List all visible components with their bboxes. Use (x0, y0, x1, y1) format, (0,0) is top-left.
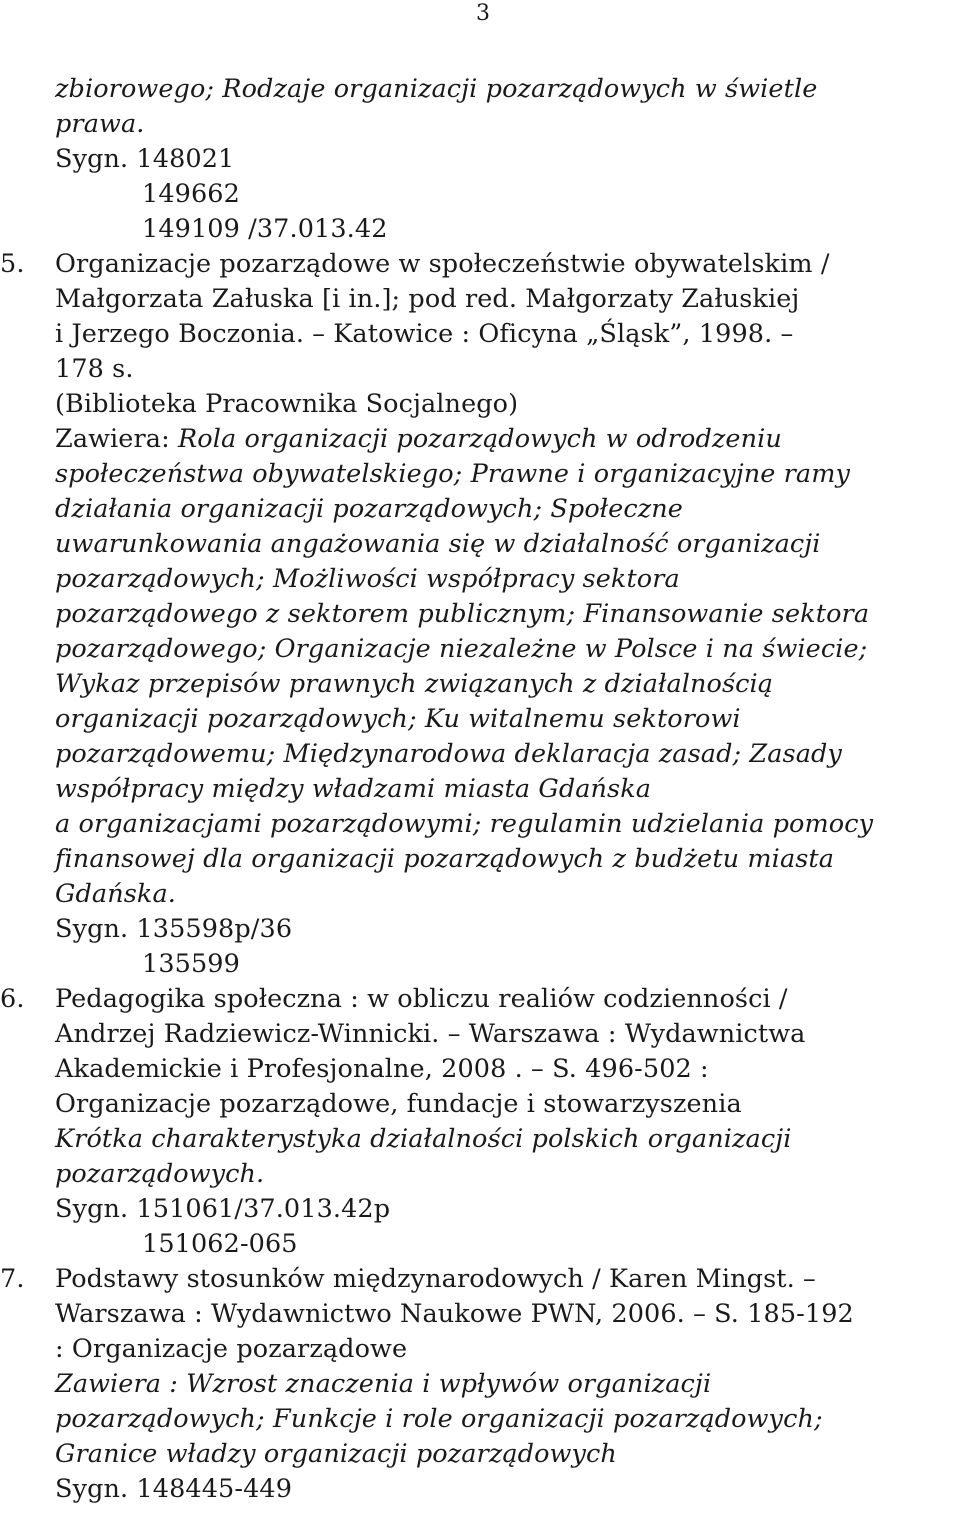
item-6-title-line: Pedagogika społeczna : w obliczu realiów codzienności / (55, 984, 788, 1014)
item-5-contents-line: uwarunkowania angażowania się w działalność organizacji (55, 529, 821, 559)
item-6-call-number: 151062-065 (142, 1229, 298, 1259)
item-5-contents-line: działania organizacji pozarządowych; Społeczne (55, 494, 683, 524)
item-6-contents-line: pozarządowych. (55, 1159, 265, 1189)
contents-text: Rola organizacji pozarządowych w odrodzeniu (177, 424, 782, 454)
item-7-number: 7. (0, 1264, 25, 1294)
item-5-title-line: i Jerzego Boczonia. – Katowice : Oficyna „Śląsk”, 1998. – (55, 319, 794, 349)
item-6-title-line: Organizacje pozarządowe, fundacje i stowarzyszenia (55, 1089, 742, 1119)
item-4-contents-line: prawa. (55, 109, 145, 139)
item-5-title-line: 178 s. (55, 354, 134, 384)
item-7-contents-line: Granice władzy organizacji pozarządowych (55, 1439, 617, 1469)
item-7-contents-line: Zawiera : Wzrost znaczenia i wpływów organizacji (55, 1369, 712, 1399)
item-5-contents-line: współpracy między władzami miasta Gdańska (55, 774, 652, 804)
item-5-contents-line: pozarządowego; Organizacje niezależne w Polsce i na świecie; (55, 634, 868, 664)
item-5-title-line: Organizacje pozarządowe w społeczeństwie obywatelskim / (55, 249, 830, 279)
item-5-contents-line: społeczeństwa obywatelskiego; Prawne i organizacyjne ramy (55, 459, 851, 489)
item-5-number: 5. (0, 249, 25, 279)
item-4-call-number: Sygn. 148021 (55, 144, 235, 174)
item-5-contents-line: finansowej dla organizacji pozarządowych z budżetu miasta (55, 844, 835, 874)
item-7-title-line: : Organizacje pozarządowe (55, 1334, 408, 1364)
item-4-call-number: 149109 /37.013.42 (142, 214, 388, 244)
item-7-contents-line: pozarządowych; Funkcje i role organizacji pozarządowych; (55, 1404, 823, 1434)
item-5-call-number: Sygn. 135598p/36 (55, 914, 293, 944)
item-7-title-line: Warszawa : Wydawnictwo Naukowe PWN, 2006. – S. 185-192 (55, 1299, 854, 1329)
item-4-contents-line: zbiorowego; Rodzaje organizacji pozarządowych w świetle (55, 74, 818, 104)
item-7-call-number: Sygn. 148445-449 (55, 1474, 293, 1504)
item-5-contents-line: Wykaz przepisów prawnych związanych z działalnością (55, 669, 774, 699)
item-6-call-number: Sygn. 151061/37.013.42p (55, 1194, 391, 1224)
item-4-call-number: 149662 (142, 179, 240, 209)
item-6-title-line: Akademickie i Profesjonalne, 2008 . – S. 496-502 : (55, 1054, 709, 1084)
item-5-contents-line: Gdańska. (55, 879, 176, 909)
item-5-title-line: Małgorzata Załuska [i in.]; pod red. Małgorzaty Załuskiej (55, 284, 800, 314)
item-5-series: (Biblioteka Pracownika Socjalnego) (55, 389, 519, 419)
item-5-contents-line: organizacji pozarządowych; Ku witalnemu sektorowi (55, 704, 741, 734)
item-6-number: 6. (0, 984, 25, 1014)
item-5-contents-line: pozarządowego z sektorem publicznym; Finansowanie sektora (55, 599, 870, 629)
item-5-contents-line: a organizacjami pozarządowymi; regulamin udzielania pomocy (55, 809, 874, 839)
item-6-title-line: Andrzej Radziewicz-Winnicki. – Warszawa : Wydawnictwa (55, 1019, 806, 1049)
item-5-contents-line: pozarządowemu; Międzynarodowa deklaracja zasad; Zasady (55, 739, 842, 769)
item-7-title-line: Podstawy stosunków międzynarodowych / Karen Mingst. – (55, 1264, 816, 1294)
item-5-call-number: 135599 (142, 949, 240, 979)
item-6-contents-line: Krótka charakterystyka działalności polskich organizacji (55, 1124, 792, 1154)
item-5-contents-line (55, 424, 782, 454)
page-number: 3 (476, 1, 490, 26)
item-5-contents-line: pozarządowych; Możliwości współpracy sektora (55, 564, 680, 594)
contents-label: Zawiera: (55, 424, 178, 454)
